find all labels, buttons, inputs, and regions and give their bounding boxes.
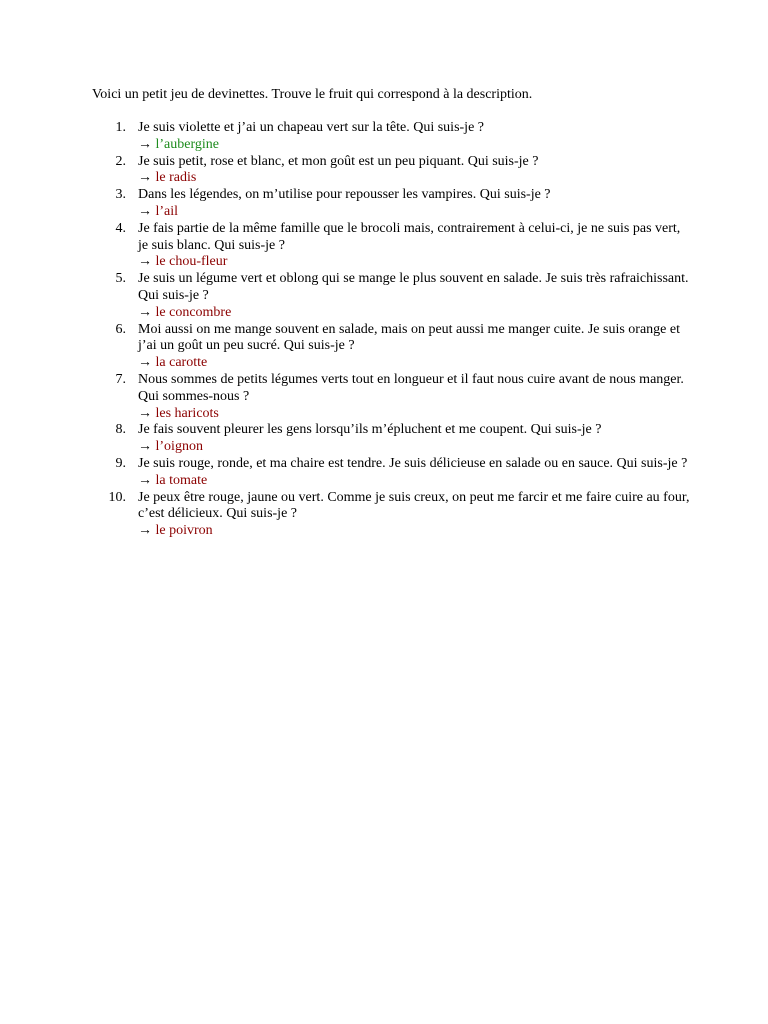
riddle-item-1: [92, 120, 692, 154]
riddle-item-7: [92, 372, 692, 422]
arrow-icon: →: [138, 472, 152, 488]
riddle-answer: le concombre: [155, 304, 232, 320]
arrow-icon: →: [138, 439, 152, 455]
riddle-answer: l’oignon: [155, 439, 203, 455]
riddle-number: 7.: [115, 371, 126, 387]
riddle-question: Moi aussi on me mange souvent en salade, mais on peut aussi me manger cuite. Je suis orange et j’ai un goût un peu sucré. Qui suis-je ?: [138, 321, 680, 354]
answer-line: [138, 204, 692, 221]
riddle-question: Je suis un légume vert et oblong qui se mange le plus souvent en salade. Je suis très rafraichissant. Qui suis-je ?: [138, 271, 689, 303]
answer-line: [138, 523, 692, 540]
riddle-item-5: [92, 271, 692, 321]
arrow-icon: →: [138, 203, 152, 219]
answer-line: [138, 170, 692, 187]
riddle-number: 4.: [115, 220, 126, 236]
riddle-answer: l’aubergine: [155, 136, 219, 152]
riddle-question: Nous sommes de petits légumes verts tout en longueur et il faut nous cuire avant de nous manger. Qui sommes-nous ?: [138, 371, 684, 404]
riddle-item-6: [92, 322, 692, 372]
arrow-icon: →: [138, 254, 152, 270]
riddle-question: Je fais souvent pleurer les gens lorsqu’ils m’épluchent et me coupent. Qui suis-je ?: [138, 422, 602, 438]
riddle-answer: le radis: [155, 170, 197, 186]
answer-line: [138, 473, 692, 490]
riddle-answer: l’ail: [155, 203, 179, 219]
riddle-number: 2.: [115, 153, 126, 169]
intro-text: Voici un petit jeu de devinettes. Trouve le fruit qui correspond à la description.: [92, 87, 533, 102]
arrow-icon: →: [138, 304, 152, 320]
answer-line: [138, 355, 692, 372]
riddle-number: 3.: [115, 187, 126, 203]
riddle-question: Je suis violette et j’ai un chapeau vert sur la tête. Qui suis-je ?: [138, 120, 485, 135]
riddle-item-2: [92, 154, 692, 188]
riddle-number: 8.: [115, 422, 126, 438]
arrow-icon: →: [138, 170, 152, 186]
arrow-icon: →: [138, 136, 152, 152]
riddle-question: Je peux être rouge, jaune ou vert. Comme je suis creux, on peut me farcir et me faire cuire au four, c’est délicieux. Qui suis-je ?: [138, 489, 690, 522]
riddle-question: Je fais partie de la même famille que le brocoli mais, contrairement à celui-ci, je ne suis pas vert, je suis blanc. Qui suis-je ?: [138, 220, 681, 253]
riddle-number: 6.: [115, 321, 126, 337]
answer-line: [138, 137, 692, 154]
riddle-answer: le chou-fleur: [155, 254, 228, 270]
riddle-number: 10.: [108, 489, 126, 505]
riddle-item-3: [92, 187, 692, 221]
arrow-icon: →: [138, 355, 152, 371]
riddle-answer: la tomate: [155, 472, 208, 488]
answer-line: [138, 406, 692, 423]
arrow-icon: →: [138, 523, 152, 539]
answer-line: [138, 439, 692, 456]
riddle-number: 1.: [115, 120, 126, 135]
riddle-question: Je suis rouge, ronde, et ma chaire est tendre. Je suis délicieuse en salade ou en sauce. Qui suis-je ?: [138, 455, 688, 471]
riddle-item-8: [92, 422, 692, 456]
riddle-number: 5.: [115, 271, 126, 287]
arrow-icon: →: [138, 405, 152, 421]
riddle-item-4: [92, 221, 692, 271]
riddle-answer: les haricots: [155, 405, 219, 421]
riddle-list: [92, 120, 692, 540]
riddle-item-9: [92, 456, 692, 490]
riddle-question: Je suis petit, rose et blanc, et mon goût est un peu piquant. Qui suis-je ?: [138, 153, 539, 169]
answer-line: [138, 305, 692, 322]
riddle-number: 9.: [115, 455, 126, 471]
riddle-item-10: [92, 490, 692, 540]
riddle-question: Dans les légendes, on m’utilise pour repousser les vampires. Qui suis-je ?: [138, 187, 551, 203]
riddle-answer: la carotte: [155, 355, 208, 371]
answer-line: [138, 254, 692, 271]
riddle-answer: le poivron: [155, 523, 213, 539]
